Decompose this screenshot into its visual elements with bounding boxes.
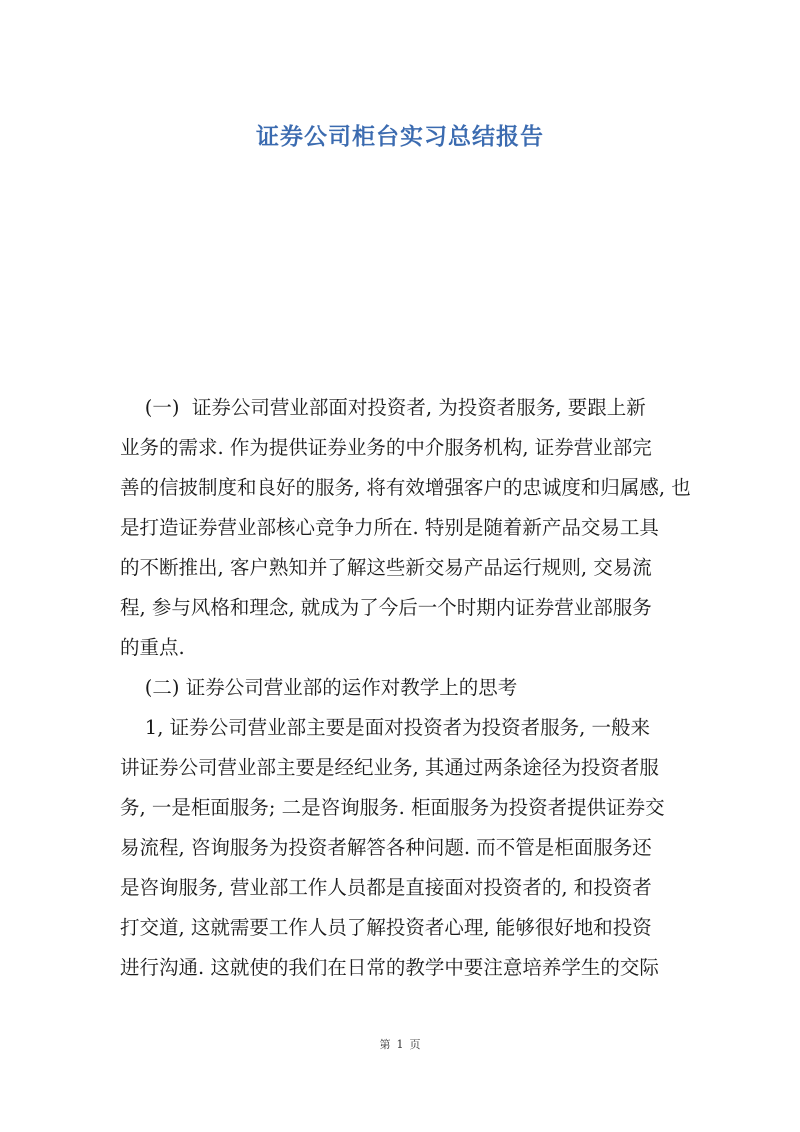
page-number: 1 (396, 1038, 404, 1051)
body-line: 1, 证券公司营业部主要是面对投资者为投资者服务, 一般来 (120, 716, 650, 739)
page-footer (0, 1036, 800, 1052)
document-title: 证券公司柜台实习总结报告 (256, 124, 544, 150)
footer-suffix: 页 (409, 1038, 421, 1051)
body-line: 是咨询服务, 营业部工作人员都是直接面对投资者的, 和投资者 (120, 876, 652, 899)
footer-prefix: 第 (379, 1038, 391, 1051)
body-line: 业务的需求. 作为提供证券业务的中介服务机构, 证券营业部完 (120, 436, 652, 459)
body-line: 进行沟通. 这就使的我们在日常的教学中要注意培养学生的交际 (120, 956, 659, 979)
body-line: 讲证券公司营业部主要是经纪业务, 其通过两条途径为投资者服 (120, 756, 659, 779)
body-line: 善的信披制度和良好的服务, 将有效增强客户的忠诚度和归属感, 也 (120, 476, 691, 499)
body-line: 易流程, 咨询服务为投资者解答各种问题. 而不管是柜面服务还 (120, 836, 652, 859)
body-line: 务, 一是柜面服务; 二是咨询服务. 柜面服务为投资者提供证券交 (120, 796, 665, 819)
body-line: 程, 参与风格和理念, 就成为了今后一个时期内证券营业部服务 (120, 596, 652, 619)
body-line: 的不断推出, 客户熟知并了解这些新交易产品运行规则, 交易流 (120, 556, 652, 579)
body-line: 的重点. (120, 636, 185, 659)
body-line: 打交道, 这就需要工作人员了解投资者心理, 能够很好地和投资 (120, 916, 652, 939)
body-line: 是打造证券营业部核心竞争力所在. 特别是随着新产品交易工具 (120, 516, 659, 539)
section-heading: (二) 证券公司营业部的运作对教学上的思考 (120, 676, 518, 699)
body-line: (一) 证券公司营业部面对投资者, 为投资者服务, 要跟上新 (120, 396, 646, 419)
